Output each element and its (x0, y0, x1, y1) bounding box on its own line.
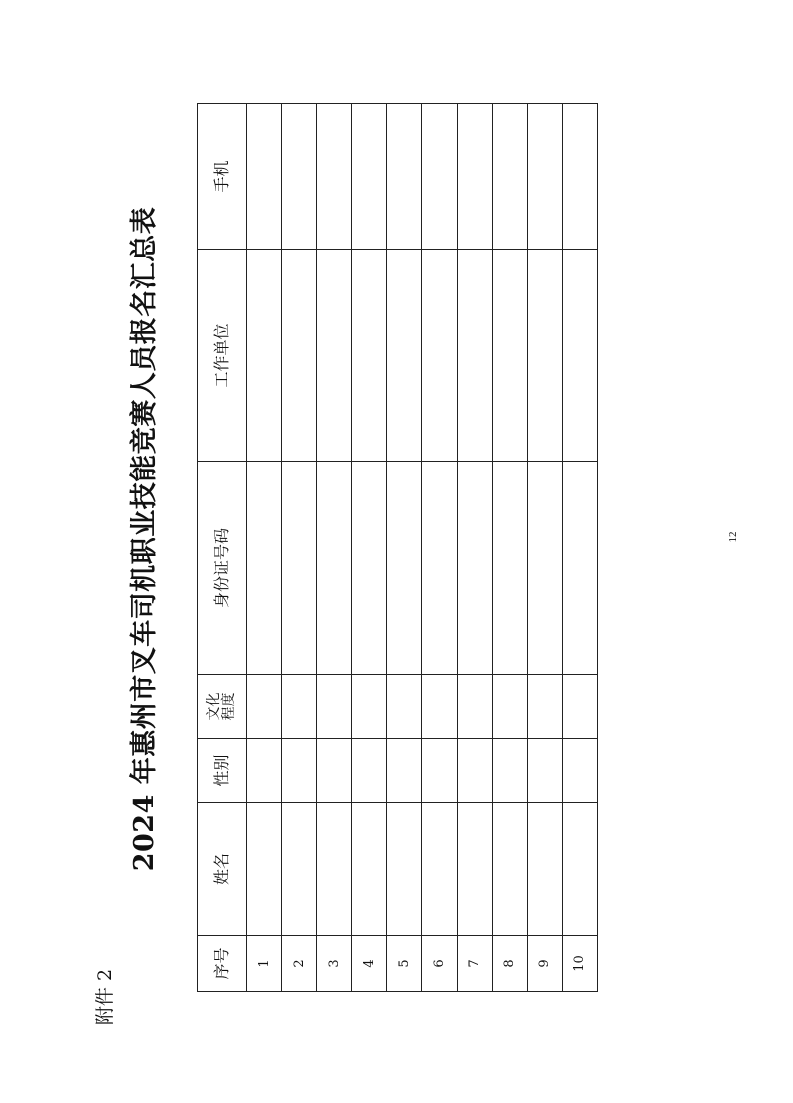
cell-id-number[interactable] (247, 462, 282, 675)
cell-id-number[interactable] (457, 462, 492, 675)
registration-table-frame (197, 104, 597, 992)
cell-gender[interactable] (282, 739, 317, 803)
table-row (457, 104, 492, 992)
cell-id-number[interactable] (422, 462, 457, 675)
cell-education[interactable] (562, 675, 597, 739)
cell-work-unit[interactable] (282, 250, 317, 462)
cell-education[interactable] (247, 675, 282, 739)
cell-phone[interactable] (562, 104, 597, 250)
header-work-unit: 工作单位 (198, 250, 247, 462)
cell-gender[interactable] (562, 739, 597, 803)
table-row (247, 104, 282, 992)
row-seq: 5 (387, 936, 422, 992)
row-seq: 1 (247, 936, 282, 992)
row-seq: 10 (562, 936, 597, 992)
row-seq: 4 (352, 936, 387, 992)
cell-phone[interactable] (352, 104, 387, 250)
header-education-text (207, 693, 236, 721)
cell-phone[interactable] (247, 104, 282, 250)
cell-name[interactable] (317, 803, 352, 936)
cell-name[interactable] (457, 803, 492, 936)
cell-id-number[interactable] (317, 462, 352, 675)
attachment-label: 附件 2 (94, 968, 116, 1026)
cell-phone[interactable] (387, 104, 422, 250)
cell-work-unit[interactable] (492, 250, 527, 462)
header-education-line1: 文化 (206, 692, 223, 721)
cell-phone[interactable] (422, 104, 457, 250)
table-row (282, 104, 317, 992)
cell-work-unit[interactable] (527, 250, 562, 462)
cell-education[interactable] (352, 675, 387, 739)
cell-name[interactable] (527, 803, 562, 936)
page-number: 12 (727, 531, 739, 543)
cell-id-number[interactable] (492, 462, 527, 675)
row-seq: 7 (457, 936, 492, 992)
cell-education[interactable] (387, 675, 422, 739)
cell-name[interactable] (387, 803, 422, 936)
cell-id-number[interactable] (352, 462, 387, 675)
cell-id-number[interactable] (387, 462, 422, 675)
cell-education[interactable] (422, 675, 457, 739)
cell-work-unit[interactable] (457, 250, 492, 462)
header-phone: 手机 (198, 104, 247, 250)
cell-name[interactable] (422, 803, 457, 936)
table-row (527, 104, 562, 992)
header-id-number: 身份证号码 (198, 462, 247, 675)
cell-gender[interactable] (317, 739, 352, 803)
cell-name[interactable] (282, 803, 317, 936)
table-row (492, 104, 527, 992)
row-seq: 8 (492, 936, 527, 992)
row-seq: 9 (527, 936, 562, 992)
cell-name[interactable] (562, 803, 597, 936)
cell-gender[interactable] (422, 739, 457, 803)
cell-work-unit[interactable] (247, 250, 282, 462)
cell-gender[interactable] (247, 739, 282, 803)
header-gender: 性别 (198, 739, 247, 803)
cell-work-unit[interactable] (562, 250, 597, 462)
table-header-row (198, 104, 247, 992)
cell-id-number[interactable] (527, 462, 562, 675)
cell-name[interactable] (492, 803, 527, 936)
cell-work-unit[interactable] (387, 250, 422, 462)
table-row (352, 104, 387, 992)
cell-phone[interactable] (457, 104, 492, 250)
cell-phone[interactable] (282, 104, 317, 250)
registration-table (197, 103, 598, 992)
cell-education[interactable] (457, 675, 492, 739)
row-seq: 3 (317, 936, 352, 992)
row-seq: 2 (282, 936, 317, 992)
cell-name[interactable] (352, 803, 387, 936)
cell-phone[interactable] (317, 104, 352, 250)
table-row (562, 104, 597, 992)
cell-id-number[interactable] (562, 462, 597, 675)
table-row (422, 104, 457, 992)
cell-id-number[interactable] (282, 462, 317, 675)
cell-work-unit[interactable] (317, 250, 352, 462)
cell-gender[interactable] (387, 739, 422, 803)
cell-gender[interactable] (352, 739, 387, 803)
table-row (317, 104, 352, 992)
header-education (198, 675, 247, 739)
cell-gender[interactable] (492, 739, 527, 803)
cell-gender[interactable] (527, 739, 562, 803)
page-title: 2024 年惠州市叉车司机职业技能竞赛人员报名汇总表 (129, 206, 160, 872)
table-row (387, 104, 422, 992)
cell-work-unit[interactable] (352, 250, 387, 462)
cell-phone[interactable] (527, 104, 562, 250)
cell-education[interactable] (527, 675, 562, 739)
cell-name[interactable] (247, 803, 282, 936)
cell-education[interactable] (317, 675, 352, 739)
header-education-line2: 程度 (221, 692, 237, 721)
cell-phone[interactable] (492, 104, 527, 250)
cell-work-unit[interactable] (422, 250, 457, 462)
cell-education[interactable] (282, 675, 317, 739)
cell-education[interactable] (492, 675, 527, 739)
cell-gender[interactable] (457, 739, 492, 803)
header-name: 姓名 (198, 803, 247, 936)
header-seq: 序号 (198, 936, 247, 992)
row-seq: 6 (422, 936, 457, 992)
